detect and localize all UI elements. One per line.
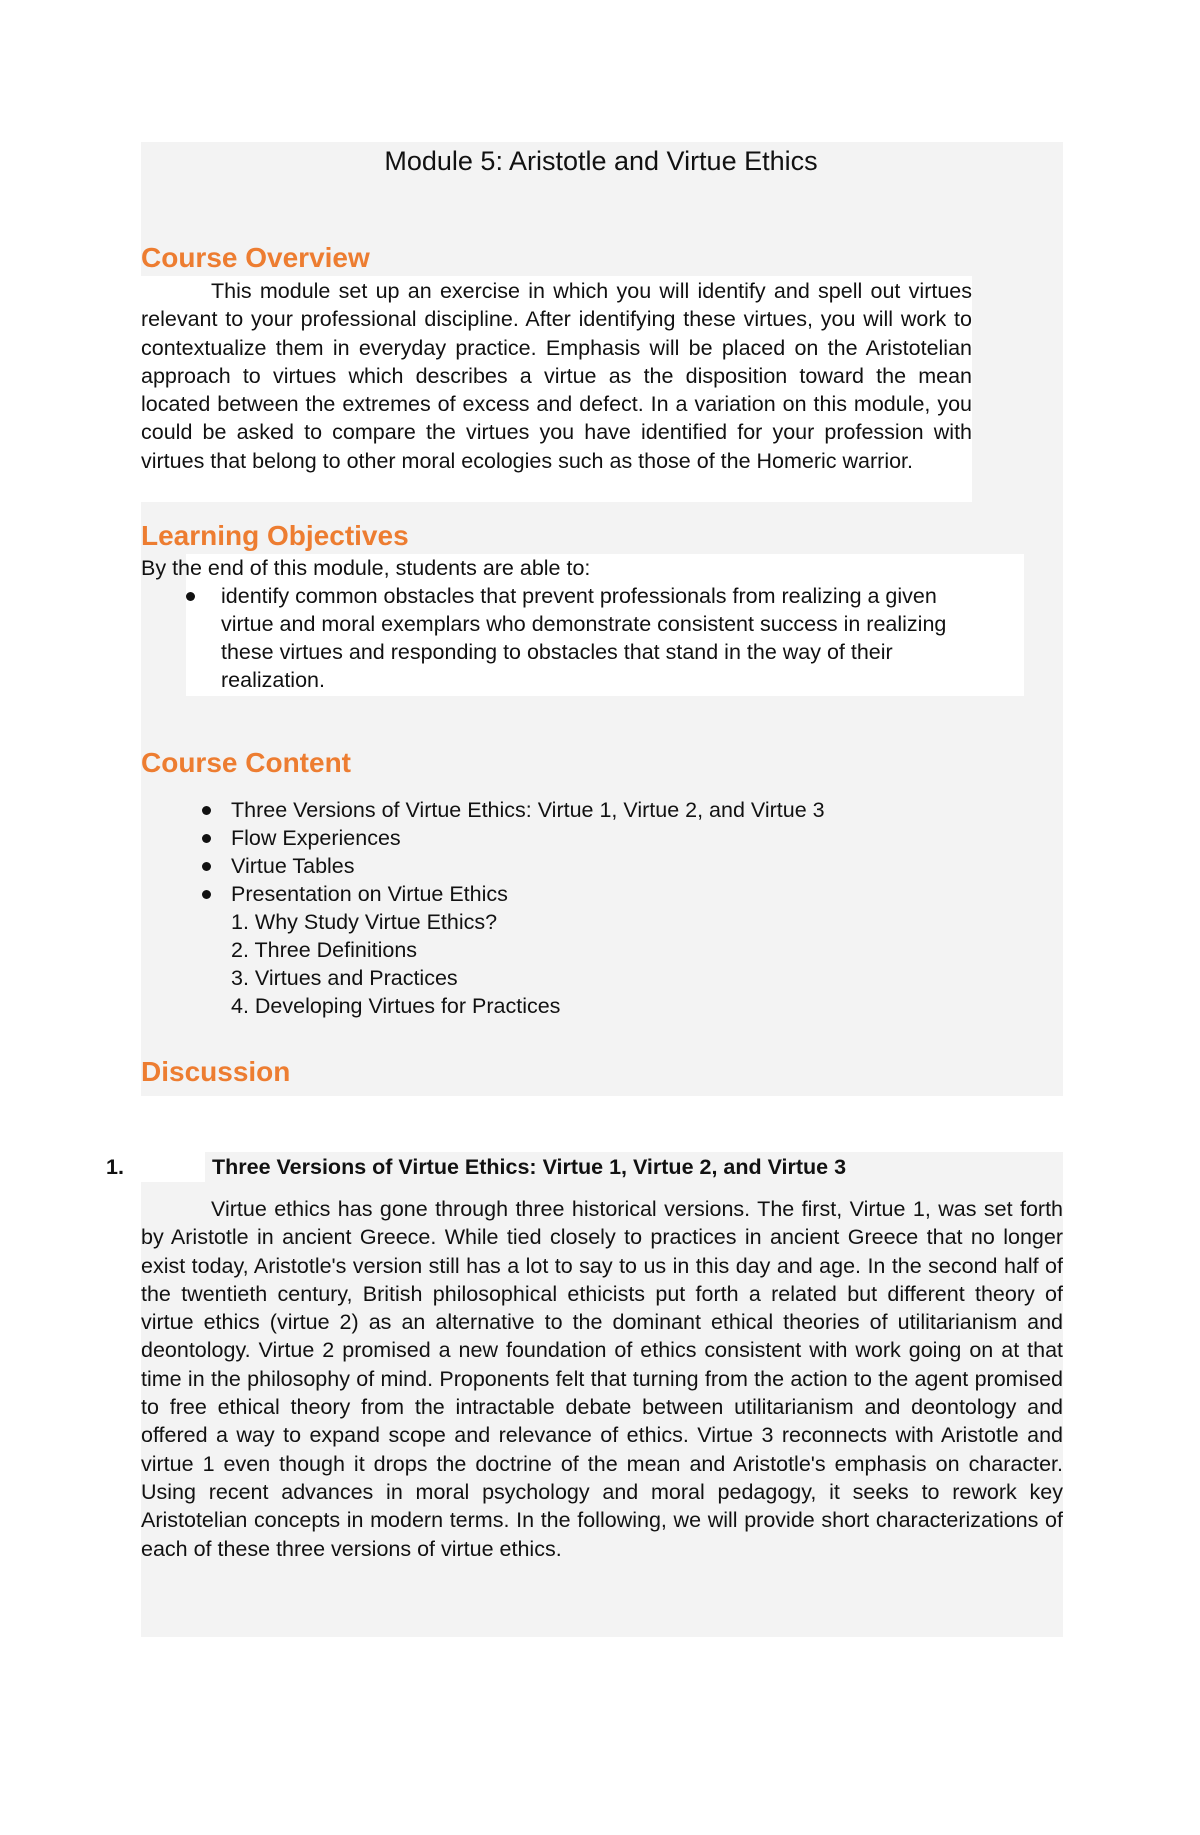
shade-objectives-right: [1024, 554, 1063, 696]
content-bullet-dot: [202, 862, 211, 871]
discussion-item-number: 1.: [106, 1155, 124, 1179]
objective-line: these virtues and responding to obstacles that stand in the way of their: [221, 640, 893, 664]
content-bullet-dot: [202, 806, 211, 815]
content-bullet-dot: [202, 834, 211, 843]
content-numbered-item: 1. Why Study Virtue Ethics?: [231, 910, 498, 934]
discussion-item-title: Three Versions of Virtue Ethics: Virtue 1, Virtue 2, and Virtue 3: [212, 1155, 847, 1179]
content-bullet-dot: [202, 890, 211, 899]
objective-bullet-dot: [186, 592, 195, 601]
shade-overview-right: [972, 276, 1063, 502]
module-title: Module 5: Aristotle and Virtue Ethics: [384, 146, 818, 176]
course-overview-heading: Course Overview: [141, 242, 370, 273]
content-numbered-item: 3. Virtues and Practices: [231, 966, 458, 990]
course-overview-text: This module set up an exercise in which you will identify and spell out virtues relevant to your professional discipline. After identifying these virtues, you will work to contextualize them in everyday practice. Emphasis will be placed on the Aristotelian approach to virtues which describes a virtue as the disposition toward the mean located between the extremes of excess and defect. In a variation on this module, you could be asked to compare the virtues you have identified for your profession with virtues that belong to other moral ecologies such as those of the Homeric warrior.: [141, 279, 972, 473]
objective-line: realization.: [221, 668, 325, 692]
content-bullet-item: Three Versions of Virtue Ethics: Virtue 1, Virtue 2, and Virtue 3: [231, 798, 825, 822]
objective-line: virtue and moral exemplars who demonstrate consistent success in realizing: [221, 612, 947, 636]
course-content-heading: Course Content: [141, 747, 351, 778]
discussion-heading: Discussion: [141, 1056, 291, 1087]
learning-objectives-heading: Learning Objectives: [141, 520, 409, 551]
content-bullet-item: Presentation on Virtue Ethics: [231, 882, 508, 906]
content-numbered-item: 4. Developing Virtues for Practices: [231, 994, 561, 1018]
content-numbered-item: 2. Three Definitions: [231, 938, 418, 962]
objective-line: identify common obstacles that prevent professionals from realizing a given: [221, 584, 937, 608]
learning-objectives-intro: By the end of this module, students are able to:: [141, 556, 591, 580]
discussion-text: Virtue ethics has gone through three historical versions. The first, Virtue 1, was set forth by Aristotle in ancient Greece. While tied closely to practices in ancient Greece that no longer exist today, Aristotle's version still has a lot to say to us in this day and age. In the second half of the twentieth century, British philosophical ethicists put forth a related but different theory of virtue ethics (virtue 2) as an alternative to the dominant ethical theories of utilitarianism and deontology. Virtue 2 promised a new foundation of ethics consistent with work going on at that time in the philosophy of mind. Proponents felt that turning from the action to the agent promised to free ethical theory from the intractable debate between utilitarianism and deontology and offered a way to expand scope and relevance of ethics. Virtue 3 reconnects with Aristotle and virtue 1 even though it drops the doctrine of the mean and Aristotle's emphasis on character. Using recent advances in moral psychology and moral pedagogy, it seeks to rework key Aristotelian concepts in modern terms. In the following, we will provide short characterizations of each of these three versions of virtue ethics.: [141, 1197, 1063, 1561]
content-bullet-item: Flow Experiences: [231, 826, 401, 850]
content-bullet-item: Virtue Tables: [231, 854, 355, 878]
